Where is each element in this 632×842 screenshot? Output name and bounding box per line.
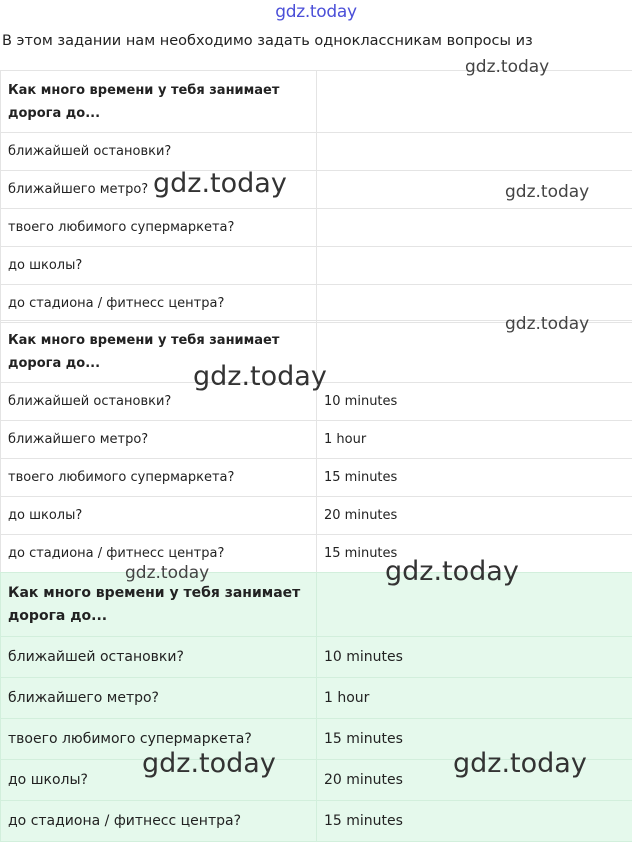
answer-cell: [317, 285, 632, 323]
table-row: [1, 678, 632, 719]
table-header-row: [1, 321, 632, 383]
table-row: [1, 209, 632, 247]
table-header-cell: Как много времени у тебя занимает дорога до...: [1, 573, 317, 637]
answer-cell: [317, 171, 632, 209]
table-row: [1, 171, 632, 209]
question-cell: до школы?: [1, 247, 317, 285]
answer-cell: 20 minutes: [317, 760, 632, 801]
answer-cell: [317, 247, 632, 285]
table-header-cell: Как много времени у тебя занимает дорога до...: [1, 321, 317, 383]
question-cell: ближайшего метро?: [1, 421, 317, 459]
table-header-row: [1, 573, 632, 637]
question-table-empty: [0, 70, 632, 323]
question-cell: ближайшей остановки?: [1, 637, 317, 678]
table-row: [1, 719, 632, 760]
watermark: gdz.today: [193, 361, 327, 392]
watermark: gdz.today: [385, 556, 519, 587]
watermark: gdz.today: [125, 563, 209, 583]
table-row: [1, 383, 632, 421]
question-cell: твоего любимого супермаркета?: [1, 459, 317, 497]
table-row: [1, 535, 632, 573]
answer-cell: 15 minutes: [317, 801, 632, 842]
intro-text: В этом задании нам необходимо задать одноклассникам вопросы из: [2, 33, 630, 49]
question-cell: твоего любимого супермаркета?: [1, 719, 317, 760]
answer-cell: 10 minutes: [317, 637, 632, 678]
watermark: gdz.today: [142, 748, 276, 779]
watermark: gdz.today: [505, 182, 589, 202]
question-cell: до школы?: [1, 760, 317, 801]
table-row: [1, 637, 632, 678]
question-cell: до стадиона / фитнесс центра?: [1, 801, 317, 842]
answer-cell: [317, 209, 632, 247]
answer-cell: [317, 133, 632, 171]
table-row: [1, 285, 632, 323]
question-cell: твоего любимого супермаркета?: [1, 209, 317, 247]
table-header-empty-cell: [317, 71, 632, 133]
table-row: [1, 421, 632, 459]
table-header-empty-cell: [317, 321, 632, 383]
answer-cell: 1 hour: [317, 421, 632, 459]
table-header-cell: Как много времени у тебя занимает дорога до...: [1, 71, 317, 133]
table-row: [1, 459, 632, 497]
watermark: gdz.today: [505, 314, 589, 334]
question-cell: до школы?: [1, 497, 317, 535]
question-cell: ближайшей остановки?: [1, 133, 317, 171]
table-row: [1, 497, 632, 535]
answer-cell: 1 hour: [317, 678, 632, 719]
question-cell: ближайшего метро?: [1, 678, 317, 719]
watermark: gdz.today: [453, 748, 587, 779]
answer-cell: 15 minutes: [317, 459, 632, 497]
answer-cell: 10 minutes: [317, 383, 632, 421]
table-row: [1, 133, 632, 171]
watermark: gdz.today: [153, 168, 287, 199]
site-logo[interactable]: gdz.today: [0, 2, 632, 22]
question-cell: до стадиона / фитнесс центра?: [1, 535, 317, 573]
highlighted-answer-table: [0, 572, 632, 842]
table-header-empty-cell: [317, 573, 632, 637]
table-header-row: [1, 71, 632, 133]
question-cell: ближайшей остановки?: [1, 383, 317, 421]
table-row: [1, 801, 632, 842]
answer-cell: 15 minutes: [317, 535, 632, 573]
table-row: [1, 247, 632, 285]
answer-cell: 15 minutes: [317, 719, 632, 760]
question-cell: ближайшего метро?: [1, 171, 317, 209]
table-row: [1, 760, 632, 801]
answer-cell: 20 minutes: [317, 497, 632, 535]
answer-table: [0, 320, 632, 573]
watermark: gdz.today: [465, 57, 549, 77]
question-cell: до стадиона / фитнесс центра?: [1, 285, 317, 323]
